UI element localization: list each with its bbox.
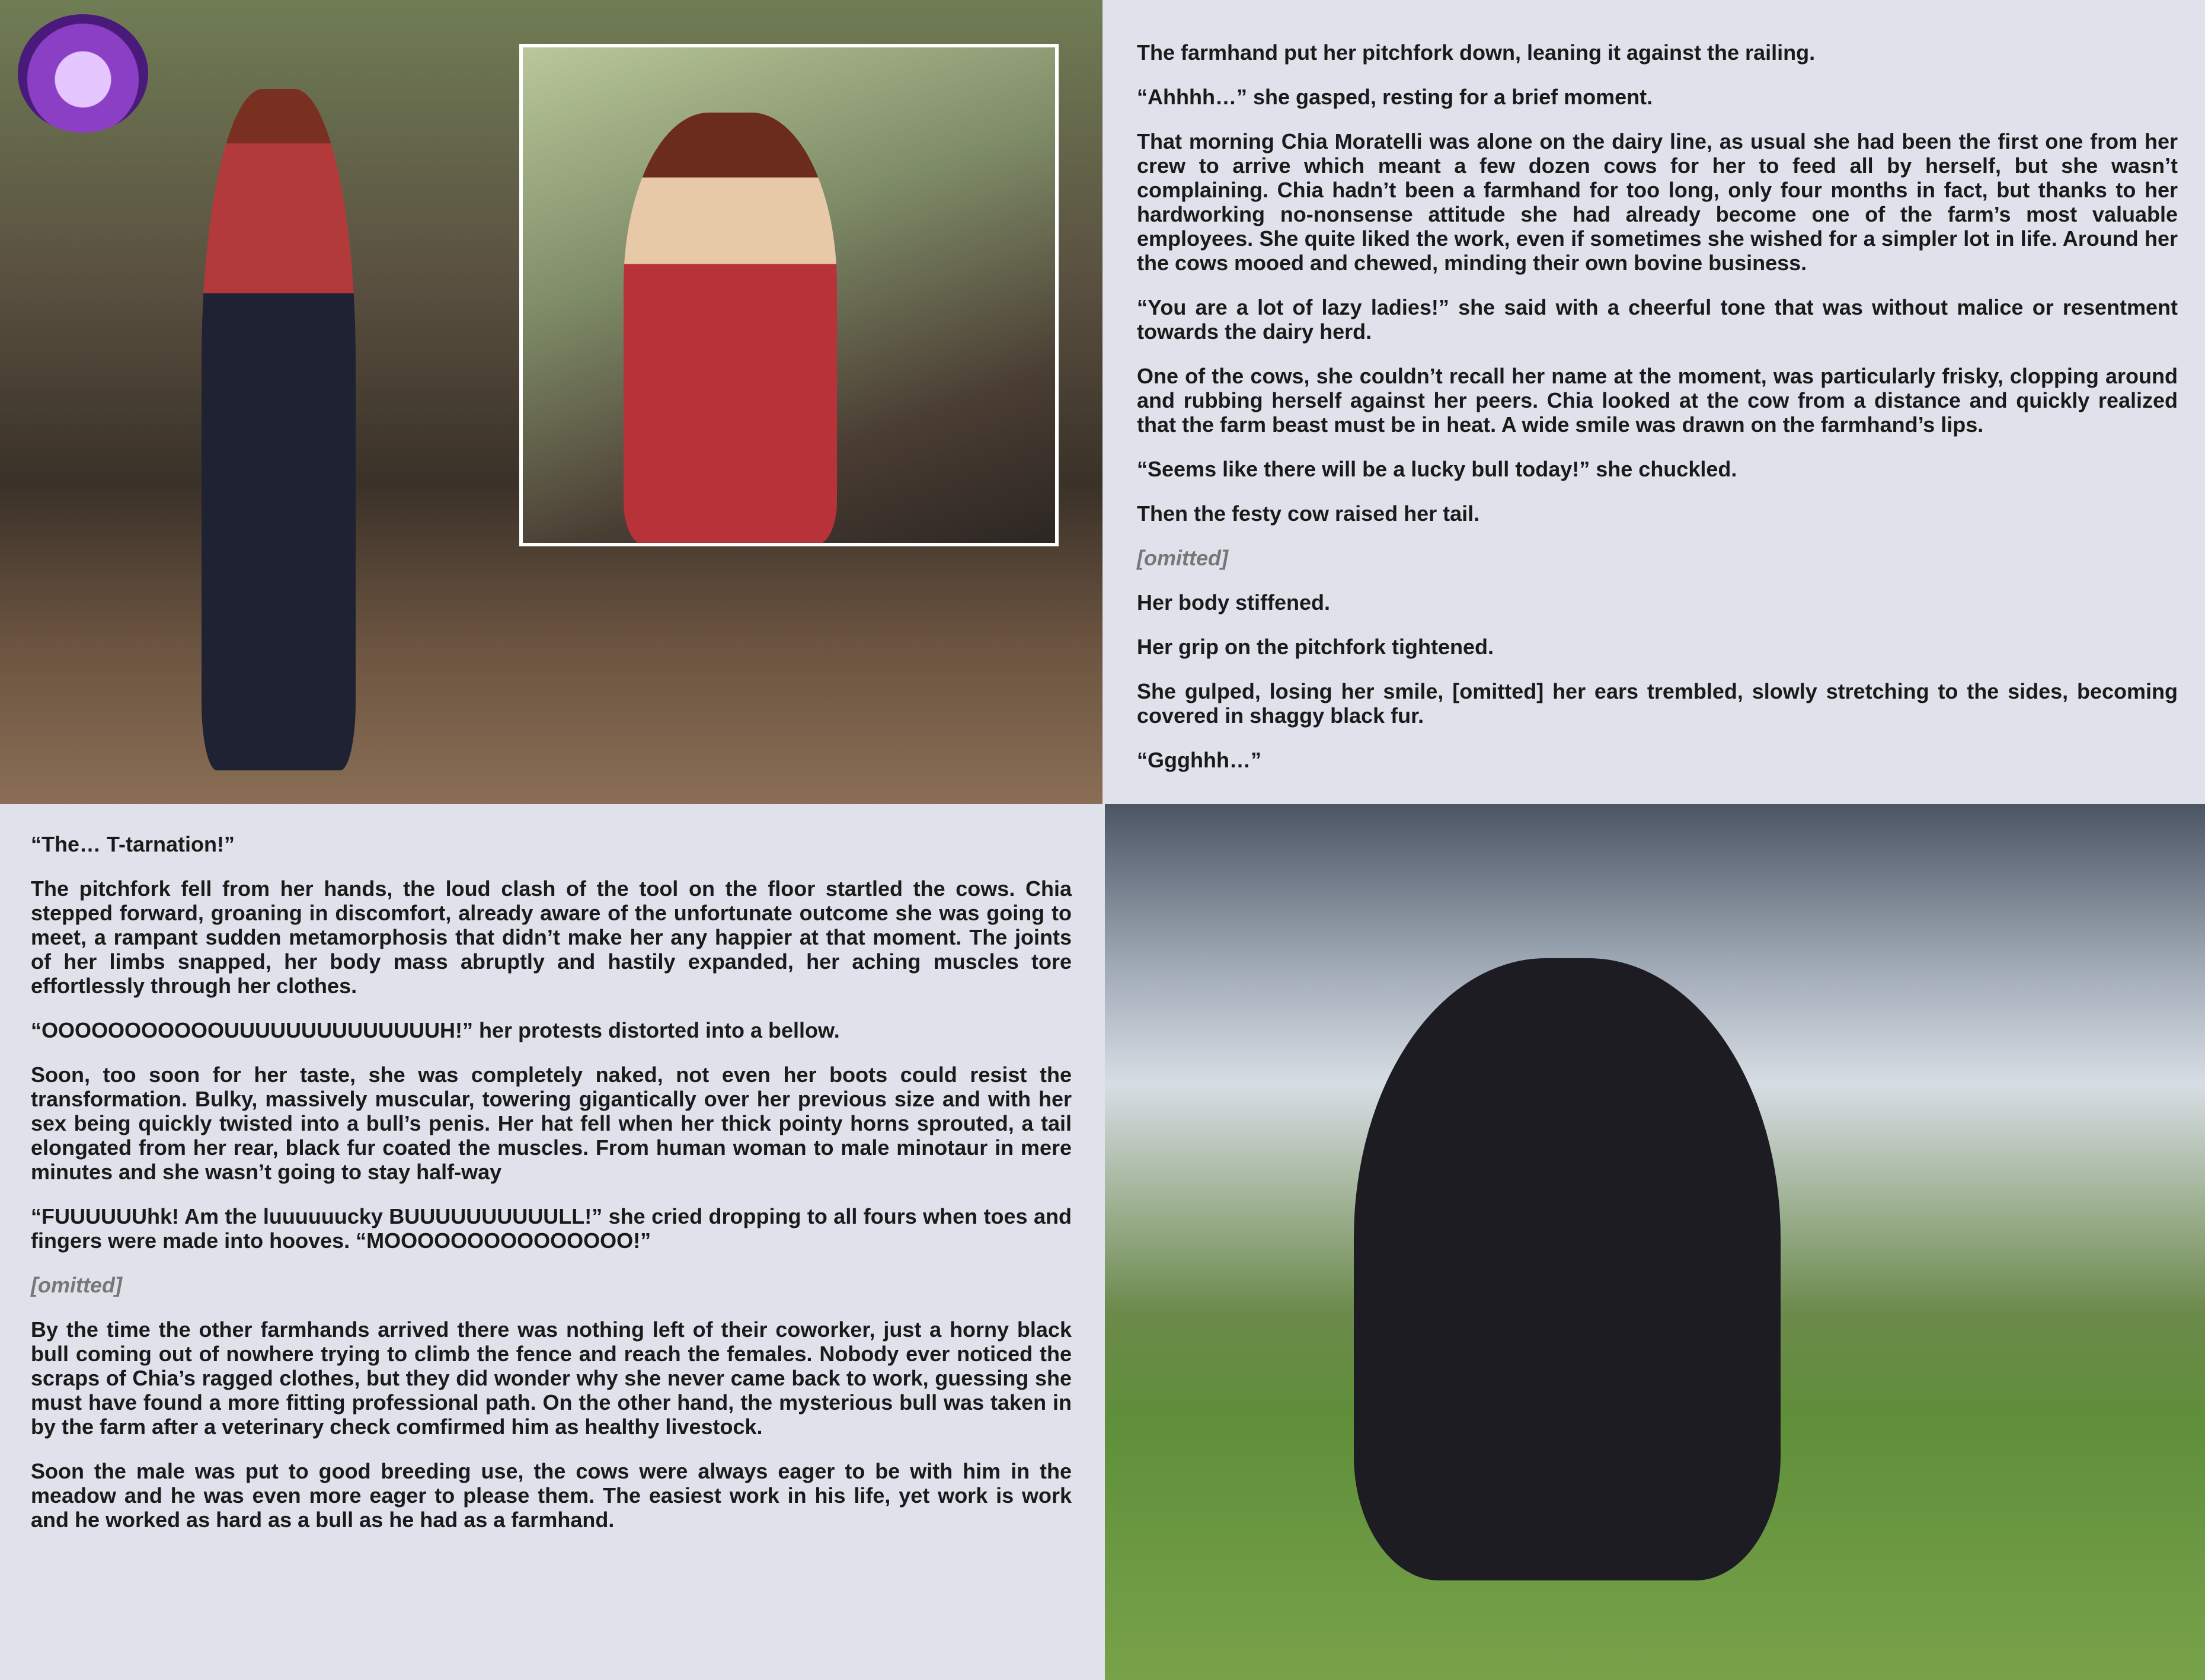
artist-logo-icon xyxy=(18,14,148,133)
story-paragraph: “Ggghhh…” xyxy=(1137,748,1261,772)
story-paragraph: Her body stiffened. xyxy=(1137,590,1331,615)
story-paragraph: “You are a lot of lazy ladies!” she said with a cheerful tone that was without malice or resentment towards the dairy herd. xyxy=(1137,295,2178,344)
story-paragraph: “Ahhhh…” she gasped, resting for a brief moment. xyxy=(1137,85,1653,109)
story-paragraph: [omitted] xyxy=(31,1273,122,1297)
story-paragraph: Soon the male was put to good breeding use, the cows were always eager to be with him in the meadow and he was even more eager to please them. The easiest work in his life, yet work is work and he worked as hard as a bull as he had as a farmhand. xyxy=(31,1459,1072,1532)
story-paragraph: Soon, too soon for her taste, she was completely naked, not even her boots could resist the transformation. Bulky, massively muscular, towering gigantically over her previous size and with her sex being quickly twisted into a bull’s penis. Her hat fell when her thick pointy horns sprouted, a tail elongated from her rear, black fur coated the muscles. From human woman to male minotaur in mere minutes and she wasn’t going to stay half-way xyxy=(31,1063,1072,1184)
story-paragraph: Her grip on the pitchfork tightened. xyxy=(1137,635,1494,659)
story-paragraph: By the time the other farmhands arrived there was nothing left of their coworker, just a horny black bull coming out of nowhere trying to climb the fence and reach the females. Nobody ever noticed the scraps of Chia’s ragged clothes, but they did wonder why she never came back to work, guessing she must have found a more fitting professional path. On the other hand, the mysterious bull was taken in by the farm after a veterinary check comfirmed him as healthy livestock. xyxy=(31,1317,1072,1439)
story-paragraph: Then the festy cow raised her tail. xyxy=(1137,501,1480,526)
story-paragraph: “OOOOOOOOOOOUUUUUUUUUUUUUUH!” her protests distorted into a bellow. xyxy=(31,1018,840,1042)
bull-figure xyxy=(1354,958,1781,1580)
story-paragraph: That morning Chia Moratelli was alone on the dairy line, as usual she had been the first one from her crew to arrive which meant a few dozen cows for her to feed all by herself, but she wasn’t complaining. Chia hadn’t been a farmhand for too long, only four months in fact, but thanks to her hardworking no-nonsense attitude she had already become one of the farm’s most valuable employees. She quite liked the work, even if sometimes she wished for a simpler lot in life. Around her the cows mooed and chewed, minding their own bovine business. xyxy=(1137,129,2178,275)
farmhand-closeup-photo xyxy=(519,44,1059,546)
story-text-part-1 xyxy=(1137,40,2178,792)
bull-photo xyxy=(1105,804,2205,1680)
story-paragraph: “The… T-tarnation!” xyxy=(31,832,235,856)
story-paragraph: She gulped, losing her smile, [omitted] her ears trembled, slowly stretching to the sides, becoming covered in shaggy black fur. xyxy=(1137,679,2178,728)
story-paragraph: [omitted] xyxy=(1137,546,1228,570)
story-paragraph: “FUUUUUUhk! Am the luuuuuucky BUUUUUUUUUULL!” she cried dropping to all fours when toes and fingers were made into hooves. “MOOOOOOOOOOOOOOO!” xyxy=(31,1204,1072,1253)
story-paragraph: “Seems like there will be a lucky bull today!” she chuckled. xyxy=(1137,457,1737,481)
story-paragraph: The farmhand put her pitchfork down, leaning it against the railing. xyxy=(1137,40,1816,65)
story-text-part-2 xyxy=(31,832,1072,1552)
story-paragraph: One of the cows, she couldn’t recall her name at the moment, was particularly frisky, clopping around and rubbing herself against her peers. Chia looked at the cow from a distance and quickly realized that the farm beast must be in heat. A wide smile was drawn on the farmhand’s lips. xyxy=(1137,364,2178,437)
farmhand-figure xyxy=(202,89,356,770)
farmhand-closeup-figure xyxy=(624,113,837,545)
story-paragraph: The pitchfork fell from her hands, the loud clash of the tool on the floor startled the cows. Chia stepped forward, groaning in discomfort, already aware of the unfortunate outcome she was going to meet, a rampant sudden metamorphosis that didn’t make her any happier at that moment. The joints of her limbs snapped, her body mass abruptly and hastily expanded, her aching muscles tore effortlessly through her clothes. xyxy=(31,876,1072,998)
